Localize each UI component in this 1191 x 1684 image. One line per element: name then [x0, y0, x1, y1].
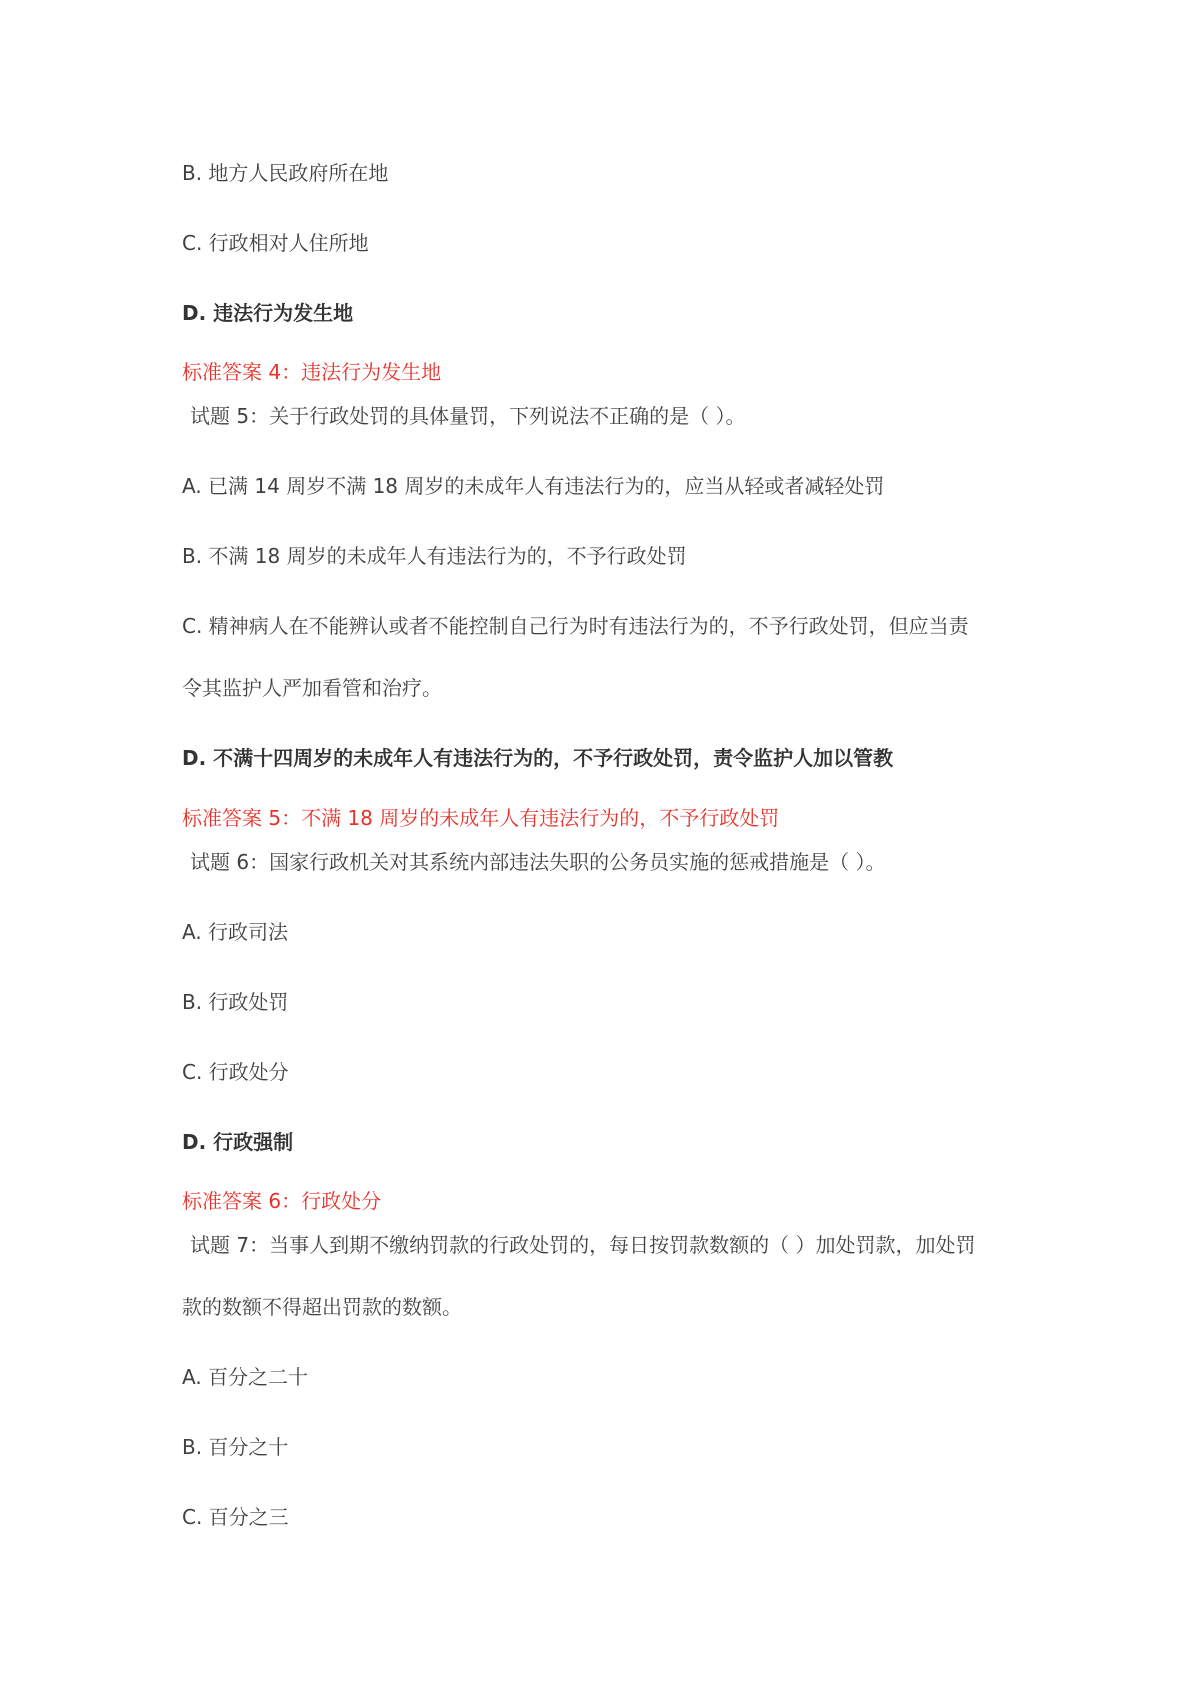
option-a-q7: A. 百分之二十 [182, 1365, 309, 1389]
option-b-q7: B. 百分之十 [182, 1435, 289, 1459]
option-d-q4: D. 违法行为发生地 [182, 301, 354, 325]
option-b-q6: B. 行政处罚 [182, 990, 289, 1014]
option-c-q7: C. 百分之三 [182, 1505, 289, 1529]
option-b-q4: B. 地方人民政府所在地 [182, 161, 389, 185]
option-d-q6: D. 行政强制 [182, 1130, 294, 1154]
question-7-continuation: 款的数额不得超出罚款的数额。 [182, 1295, 462, 1319]
option-b-q5: B. 不满 18 周岁的未成年人有违法行为的，不予行政处罚 [182, 544, 687, 568]
option-a-q5: A. 已满 14 周岁不满 18 周岁的未成年人有违法行为的，应当从轻或者减轻处罚 [182, 474, 885, 498]
answer-4: 标准答案 4：违法行为发生地 [182, 360, 442, 384]
question-5: 试题 5：关于行政处罚的具体量罚，下列说法不正确的是（ ）。 [190, 404, 746, 428]
option-c-q5: C. 精神病人在不能辨认或者不能控制自己行为时有违法行为的，不予行政处罚，但应当责 [182, 614, 969, 638]
option-c-q6: C. 行政处分 [182, 1060, 289, 1084]
option-c-q4: C. 行政相对人住所地 [182, 231, 369, 255]
answer-6: 标准答案 6：行政处分 [182, 1189, 382, 1213]
option-c-q5-continuation: 令其监护人严加看管和治疗。 [182, 676, 442, 700]
question-7: 试题 7：当事人到期不缴纳罚款的行政处罚的，每日按罚款数额的（ ）加处罚款，加处罚 [190, 1233, 976, 1257]
answer-5: 标准答案 5：不满 18 周岁的未成年人有违法行为的，不予行政处罚 [182, 806, 780, 830]
question-6: 试题 6：国家行政机关对其系统内部违法失职的公务员实施的惩戒措施是（ ）。 [190, 850, 886, 874]
option-d-q5: D. 不满十四周岁的未成年人有违法行为的，不予行政处罚，责令监护人加以管教 [182, 746, 894, 770]
option-a-q6: A. 行政司法 [182, 920, 289, 944]
